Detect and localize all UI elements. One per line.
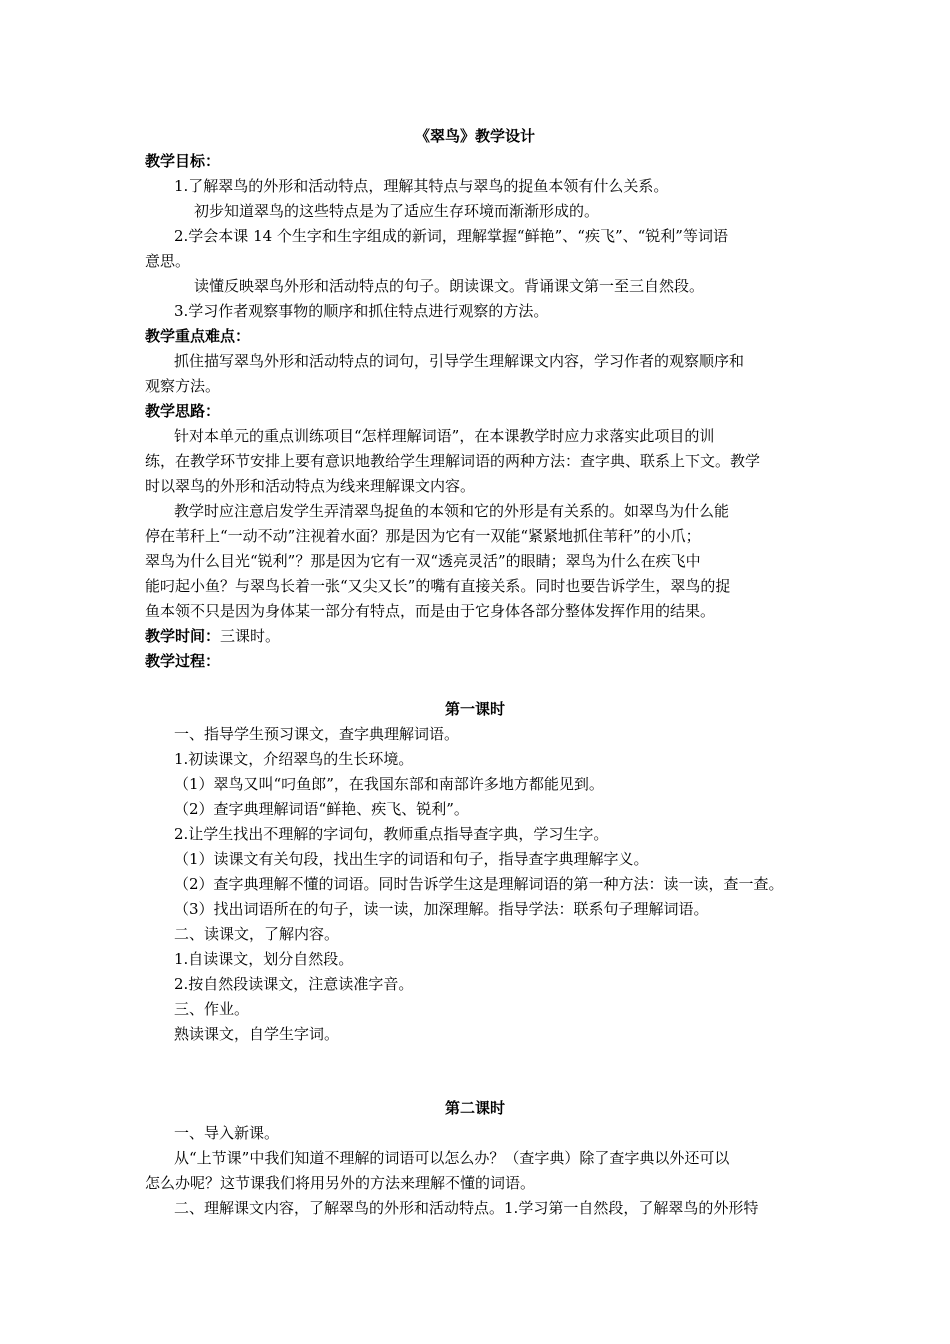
goal-line: 3.学习作者观察事物的顺序和抓住特点进行观察的方法。 (174, 302, 549, 320)
key-line: 观察方法。 (145, 377, 221, 395)
goal-line: 2.学会本课 14 个生字和生字组成的新词，理解掌握“鲜艳”、“疾飞”、“锐利”等词语 (174, 227, 728, 245)
lesson1-line: 三、作业。 (174, 1000, 250, 1018)
idea-heading: 教学思路： (145, 402, 221, 420)
lesson2-line: 怎么办呢？这节课我们将用另外的方法来理解不懂的词语。 (145, 1174, 536, 1192)
idea-line: 鱼本领不只是因为身体某一部分有特点，而是由于它身体各部分整体发挥作用的结果。 (145, 602, 716, 620)
lesson1-line: （2）查字典理解词语“鲜艳、疾飞、锐利”。 (174, 800, 469, 818)
lesson1-line: （3）找出词语所在的句子，读一读，加深理解。指导学法：联系句子理解词语。 (174, 900, 709, 918)
lesson2-line: 二、理解课文内容，了解翠鸟的外形和活动特点。1.学习第一自然段，了解翠鸟的外形特 (174, 1199, 759, 1217)
lesson2-title: 第二课时 (444, 1099, 505, 1117)
time-heading: 教学时间： (145, 627, 221, 645)
lesson1-line: 1.自读课文，划分自然段。 (174, 950, 354, 968)
idea-line: 时以翠鸟的外形和活动特点为线来理解课文内容。 (145, 477, 476, 495)
lesson1-title: 第一课时 (444, 700, 505, 718)
idea-line: 教学时应注意启发学生弄清翠鸟捉鱼的本领和它的外形是有关系的。如翠鸟为什么能 (174, 502, 730, 520)
time-line (145, 624, 950, 649)
goal-line: 读懂反映翠鸟外形和活动特点的句子。朗读课文。背诵课文第一至三自然段。 (194, 277, 705, 295)
key-heading: 教学重点难点： (145, 327, 251, 345)
key-line: 抓住描写翠鸟外形和活动特点的词句，引导学生理解课文内容，学习作者的观察顺序和 (174, 352, 745, 370)
idea-line: 练，在教学环节安排上要有意识地教给学生理解词语的两种方法：查字典、联系上下文。教学 (145, 452, 761, 470)
time-value: 三课时。 (220, 627, 281, 645)
lesson1-line: 二、读课文，了解内容。 (174, 925, 340, 943)
lesson1-line: 熟读课文，自学生字词。 (174, 1025, 340, 1043)
idea-line: 停在苇秆上“一动不动”注视着水面？那是因为它有一双能“紧紧地抓住苇秆”的小爪； (145, 527, 701, 545)
lesson1-line: 2.让学生找出不理解的字词句，教师重点指导查字典，学习生字。 (174, 825, 609, 843)
lesson1-line: （1）读课文有关句段，找出生字的词语和句子，指导查字典理解字义。 (174, 850, 649, 868)
lesson2-line: 从“上节课”中我们知道不理解的词语可以怎么办？（查字典）除了查字典以外还可以 (174, 1149, 730, 1167)
idea-line: 能叼起小鱼？与翠鸟长着一张“又尖又长”的嘴有直接关系。同时也要告诉学生，翠鸟的捉 (145, 577, 731, 595)
process-heading: 教学过程： (145, 652, 221, 670)
lesson1-line: 1.初读课文，介绍翠鸟的生长环境。 (174, 750, 414, 768)
goal-line: 1.了解翠鸟的外形和活动特点，理解其特点与翠鸟的捉鱼本领有什么关系。 (174, 177, 669, 195)
lesson1-line: （1）翠鸟又叫“叼鱼郎”，在我国东部和南部许多地方都能见到。 (174, 775, 604, 793)
lesson1-line: 一、指导学生预习课文，查字典理解词语。 (174, 725, 460, 743)
lesson2-line: 一、导入新课。 (174, 1124, 280, 1142)
lesson1-line: （2）查字典理解不懂的词语。同时告诉学生这是理解词语的第一种方法：读一读，查一查。 (174, 875, 784, 893)
goal-line: 意思。 (145, 252, 191, 270)
document-title: 《翠鸟》教学设计 (414, 127, 535, 145)
idea-line: 翠鸟为什么目光“锐利”？那是因为它有一双“透亮灵活”的眼睛；翠鸟为什么在疾飞中 (145, 552, 701, 570)
lesson1-line: 2.按自然段读课文，注意读准字音。 (174, 975, 414, 993)
goal-line: 初步知道翠鸟的这些特点是为了适应生存环境而渐渐形成的。 (194, 202, 600, 220)
idea-line: 针对本单元的重点训练项目“怎样理解词语”，在本课教学时应力求落实此项目的训 (174, 427, 715, 445)
goals-heading: 教学目标： (145, 152, 221, 170)
